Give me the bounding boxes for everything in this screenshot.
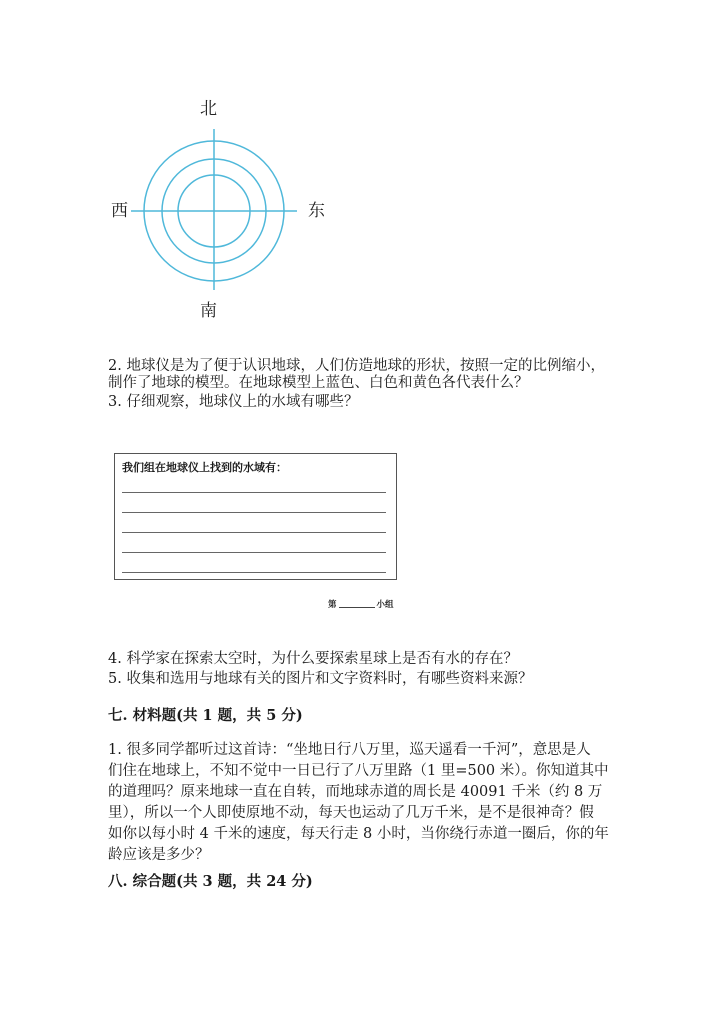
section-7-paragraph-line: 的道理吗？原来地球一直在自转，而地球赤道的周长是 40091 千米（约 8 万 [108, 784, 603, 800]
question-2-line-2: 制作了地球的模型。在地球模型上蓝色、白色和黄色各代表什么？ [108, 375, 529, 391]
worksheet-answer-line[interactable] [122, 512, 386, 513]
worksheet-answer-line[interactable] [122, 532, 386, 533]
section-7-paragraph-line: 们住在地球上，不知不觉中一日已行了八万里路（1 里=500 米）。你知道其中 [108, 763, 609, 779]
question-5: 5. 收集和选用与地球有关的图片和文字资料时，有哪些资料来源？ [108, 671, 533, 687]
question-3: 3. 仔细观察，地球仪上的水域有哪些？ [108, 394, 359, 410]
compass-east-label: 东 [308, 201, 325, 221]
worksheet-box [114, 453, 397, 580]
section-7-heading: 七. 材料题(共 1 题，共 5 分) [108, 707, 303, 724]
group-label [328, 598, 394, 610]
section-8-heading: 八. 综合题(共 3 题，共 24 分) [108, 873, 313, 890]
worksheet-title: 我们组在地球仪上找到的水域有： [122, 461, 287, 474]
question-4: 4. 科学家在探索太空时，为什么要探索星球上是否有水的存在？ [108, 651, 518, 667]
compass-diagram [110, 120, 310, 300]
compass-south-label: 南 [200, 301, 217, 321]
section-7-paragraph-line: 龄应该是多少？ [108, 847, 210, 863]
section-7-paragraph-line: 里），所以一个人即使原地不动，每天也运动了几万千米，是不是很神奇？假 [108, 805, 594, 821]
section-7-paragraph-line: 如你以每小时 4 千米的速度，每天行走 8 小时，当你绕行赤道一圈后，你的年 [108, 826, 609, 842]
worksheet-answer-line[interactable] [122, 492, 386, 493]
section-7-paragraph-line: 1. 很多同学都听过这首诗：“坐地日行八万里，巡天遥看一千河”，意思是人 [108, 742, 591, 758]
worksheet-answer-line[interactable] [122, 572, 386, 573]
worksheet-answer-line[interactable] [122, 552, 386, 553]
question-2-line-1: 2. 地球仪是为了便于认识地球，人们仿造地球的形状，按照一定的比例缩小， [108, 358, 605, 374]
group-suffix: 小组 [376, 600, 394, 610]
compass-north-label: 北 [200, 99, 217, 119]
compass-west-label: 西 [111, 201, 128, 221]
group-number-blank[interactable] [339, 607, 375, 608]
group-prefix: 第 [328, 600, 337, 610]
